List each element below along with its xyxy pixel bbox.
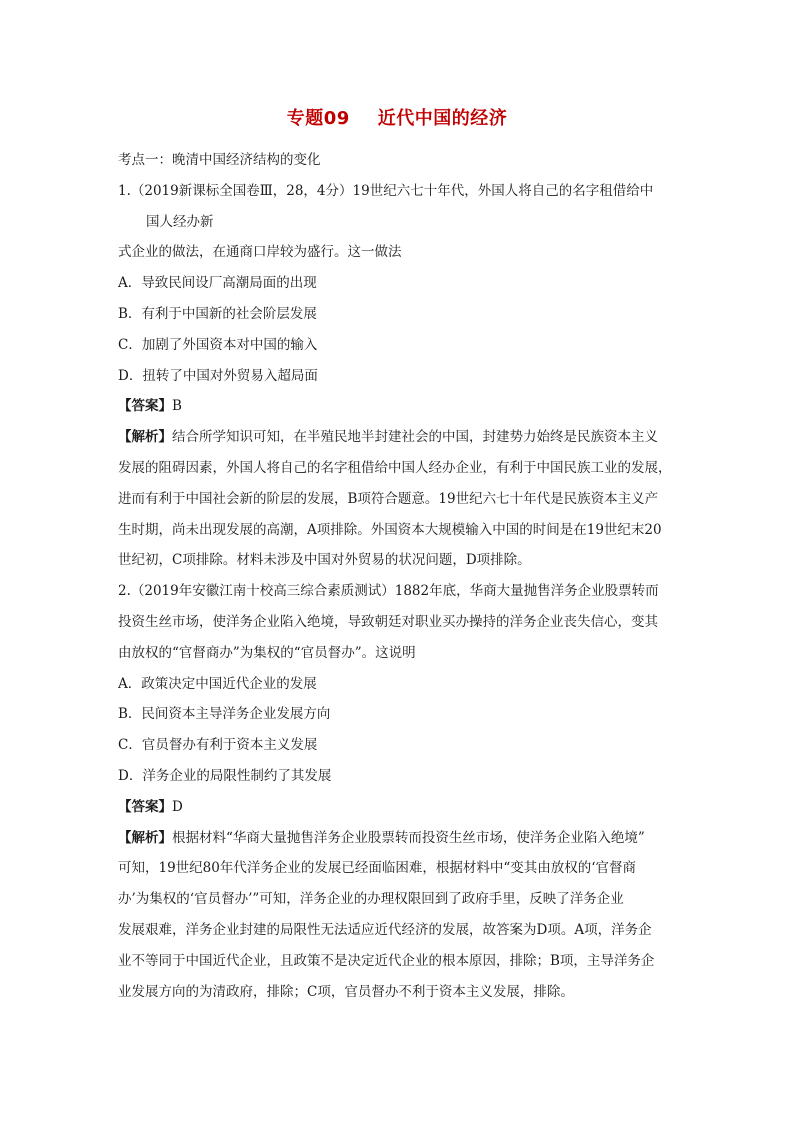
question-2-analysis-line-5: 业不等同于中国近代企业，且政策不是决定近代企业的根本原因，排除；B项，主导洋务企 <box>118 952 655 969</box>
question-2-option-a: A．政策决定中国近代企业的发展 <box>118 675 317 692</box>
title-topic-number: 专题09 <box>286 108 350 129</box>
answer-value: B <box>172 398 182 415</box>
answer-tag: 【答案】 <box>118 798 172 815</box>
section-heading: 考点一：晚清中国经济结构的变化 <box>118 152 321 168</box>
question-1-analysis-line-3: 进而有利于中国社会新的阶层的发展，B项符合题意。19世纪六七十年代是民族资本主义产 <box>118 490 659 507</box>
question-1-answer <box>118 391 678 422</box>
question-2-analysis-line-3: 办’为集权的‘官员督办’”可知，洋务企业的办理权限回到了政府手里，反映了洋务企业 <box>118 891 624 908</box>
analysis-text: 根据材料“华商大量抛售洋务企业股票转而投资生丝市场，使洋务企业陷入绝境” <box>172 829 645 846</box>
question-2-analysis-line-6: 业发展方向的为清政府，排除；C项，官员督办不利于资本主义发展，排除。 <box>118 983 574 1000</box>
question-2 <box>118 576 678 1007</box>
question-2-stem-line-1: 2.（2019年安徽江南十校高三综合素质测试）1882年底，华商大量抛售洋务企业股票转而 <box>118 583 659 600</box>
question-2-option-c: C．官员督办有利于资本主义发展 <box>118 737 318 754</box>
document-body <box>118 145 678 1007</box>
question-1-option-d: D．扭转了中国对外贸易入超局面 <box>118 367 318 384</box>
question-1-stem-line-3: 式企业的做法，在通商口岸较为盛行。这一做法 <box>118 244 402 261</box>
question-2-answer <box>118 792 678 823</box>
answer-tag: 【答案】 <box>118 398 172 415</box>
question-2-analysis-line-4: 发展艰难，洋务企业封建的局限性无法适应近代经济的发展，故答案为D项。A项，洋务企 <box>118 921 652 938</box>
question-2-option-b: B．民间资本主导洋务企业发展方向 <box>118 706 331 723</box>
question-1-analysis-line-1 <box>118 422 678 453</box>
title-topic-name: 近代中国的经济 <box>377 108 508 129</box>
question-2-analysis-line-1 <box>118 823 678 854</box>
question-1-analysis-line-4: 生时期，尚未出现发展的高潮，A项排除。外国资本大规模输入中国的时间是在19世纪末20 <box>118 521 662 538</box>
answer-value: D <box>172 798 183 815</box>
question-1-option-a: A．导致民间设厂高潮局面的出现 <box>118 275 317 292</box>
analysis-text: 结合所学知识可知，在半殖民地半封建社会的中国，封建势力始终是民族资本主义 <box>172 429 658 446</box>
question-1-analysis-line-2: 发展的阻碍因素，外国人将自己的名字租借给中国人经办企业，有利于中国民族工业的发展， <box>118 459 672 476</box>
question-1-option-c: C．加剧了外国资本对中国的输入 <box>118 336 318 353</box>
question-2-stem-line-2: 投资生丝市场，使洋务企业陷入绝境，导致朝廷对职业买办操持的洋务企业丧失信心，变其 <box>118 613 658 630</box>
question-2-stem-line-3: 由放权的“官督商办”为集权的“官员督办”。这说明 <box>118 644 416 661</box>
question-2-analysis-line-2: 可知，19世纪80年代洋务企业的发展已经面临困难，根据材料中“变其由放权的‘官督商 <box>118 860 637 877</box>
analysis-tag: 【解析】 <box>118 829 172 846</box>
analysis-tag: 【解析】 <box>118 429 172 446</box>
question-1-analysis-line-5: 世纪初，C项排除。材料未涉及中国对外贸易的状况问题，D项排除。 <box>118 552 531 569</box>
question-1-stem-line-2: 国人经办新 <box>146 213 214 230</box>
question-1 <box>118 176 678 576</box>
page-title <box>0 104 794 130</box>
question-1-option-b: B．有利于中国新的社会阶层发展 <box>118 305 317 322</box>
question-2-option-d: D．洋务企业的局限性制约了其发展 <box>118 767 332 784</box>
question-1-stem-line-1: 1.（2019新课标全国卷Ⅲ，28，4分）19世纪六七十年代，外国人将自己的名字租借给中 <box>118 182 654 199</box>
